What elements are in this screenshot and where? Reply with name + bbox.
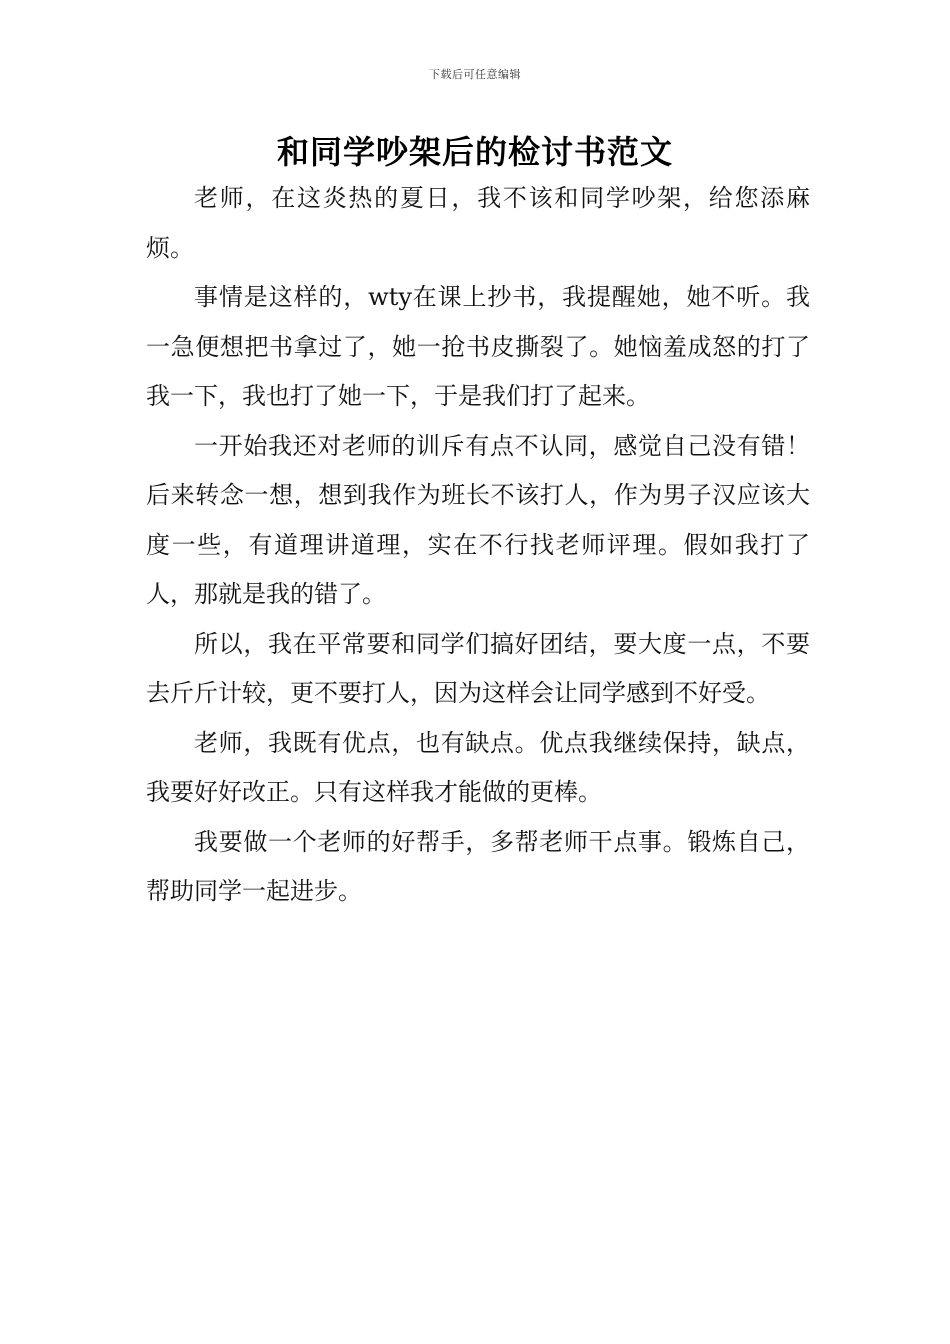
paragraph: 老师，我既有优点，也有缺点。优点我继续保持，缺点，我要好好改正。只有这样我才能做的更棒。 <box>146 728 810 806</box>
paragraph: 所以，我在平常要和同学们搞好团结，要大度一点，不要去斤斤计较，更不要打人，因为这样会让同学感到不好受。 <box>146 629 810 707</box>
paragraph: 老师，在这炎热的夏日，我不该和同学吵架，给您添麻烦。 <box>146 184 810 262</box>
document-title: 和同学吵架后的检讨书范文 <box>276 133 673 171</box>
paragraph: 事情是这样的，wty在课上抄书，我提醒她，她不听。我一急便想把书拿过了，她一抢书皮撕裂了。她恼羞成怒的打了我一下，我也打了她一下，于是我们打了起来。 <box>146 283 810 410</box>
paragraph: 我要做一个老师的好帮手，多帮老师干点事。锻炼自己，帮助同学一起进步。 <box>146 827 810 905</box>
header-note: 下载后可任意编辑 <box>429 68 521 81</box>
paragraph: 一开始我还对老师的训斥有点不认同，感觉自己没有错！后来转念一想，想到我作为班长不该打人，作为男子汉应该大度一些，有道理讲道理，实在不行找老师评理。假如我打了人，那就是我的错了。 <box>146 431 810 608</box>
document-body <box>146 174 810 917</box>
